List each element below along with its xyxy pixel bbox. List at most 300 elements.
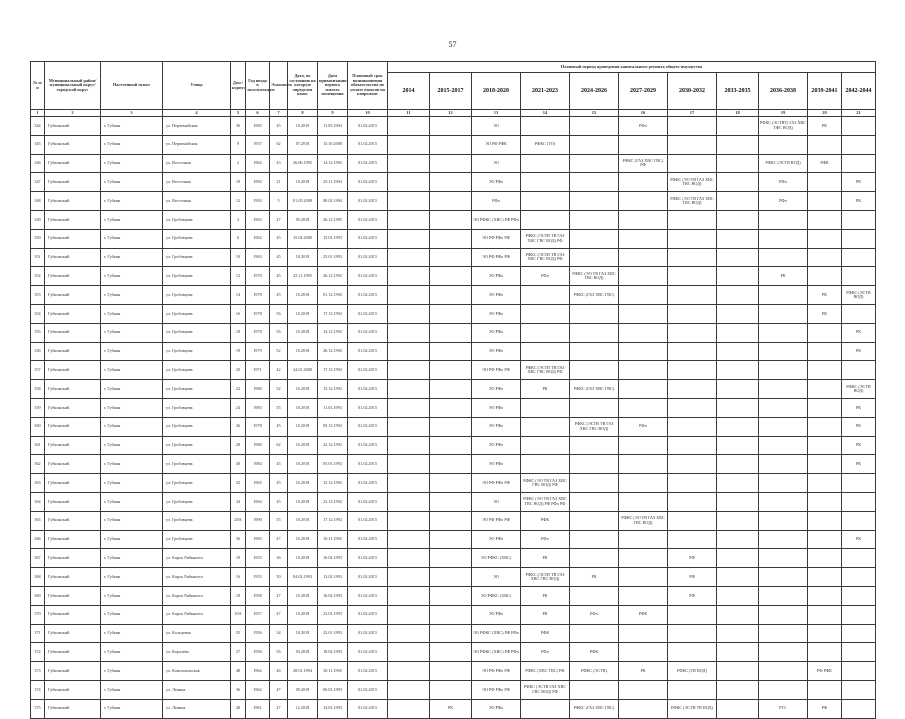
period-cell	[808, 248, 842, 267]
settlement-cell: г. Губкин	[101, 304, 163, 323]
period-cell	[430, 342, 472, 361]
period-cell	[570, 342, 619, 361]
street-cell: ул. Первомайская	[163, 117, 231, 136]
period-cell	[668, 304, 717, 323]
district-cell: Губкинский	[45, 154, 101, 173]
date-last-cell: 25.11.1995	[288, 267, 318, 286]
period-cell: РФКС (ЭСТВ ГАЗ ХВС ГВС ВОД) РФ	[521, 680, 570, 699]
table-row	[31, 380, 876, 399]
period-cell	[388, 398, 430, 417]
district-cell: Губкинский	[45, 455, 101, 474]
floors-cell: 21	[270, 173, 288, 192]
period-cell	[570, 229, 619, 248]
period-cell: ЭО РФ РФо РФ	[472, 474, 521, 493]
column-number: 7	[270, 110, 288, 117]
col-year-built-header: Год ввода в эксплуатацию	[246, 62, 270, 110]
house-cell: 36	[231, 530, 246, 549]
date-last-cell: 04.02.1993	[288, 568, 318, 587]
row-number: 364	[31, 492, 45, 511]
period-cell: РК	[842, 436, 876, 455]
period-cell	[759, 135, 808, 154]
period-cell: ЭО РФ РФК	[472, 135, 521, 154]
row-number: 366	[31, 530, 45, 549]
period-cell	[668, 436, 717, 455]
column-number: 18	[717, 110, 759, 117]
period-cell	[668, 605, 717, 624]
column-number: 14	[521, 110, 570, 117]
year-header: 2042-2044	[842, 73, 876, 110]
period-cell	[388, 568, 430, 587]
street-cell: ул. Ленина	[163, 680, 231, 699]
col-date-last-header: Дата, по состоянию на которую определен износ	[288, 62, 318, 110]
col-floors-header: Этажность	[270, 62, 288, 110]
period-cell	[570, 361, 619, 380]
plan-term-cell: 01.02.2015	[348, 135, 388, 154]
settlement-cell: г. Губкин	[101, 417, 163, 436]
period-cell	[388, 605, 430, 624]
table-row	[31, 323, 876, 342]
period-cell: ЭО	[472, 117, 521, 136]
year-built-cell: 1956	[246, 624, 270, 643]
period-cell	[759, 530, 808, 549]
settlement-cell: г. Губкин	[101, 380, 163, 399]
date-privat-cell: 16.02.1993	[318, 549, 348, 568]
period-cell: ЭО РФо	[472, 267, 521, 286]
floors-cell: 45	[270, 492, 288, 511]
period-cell	[759, 417, 808, 436]
date-privat-cell: 05.12.1992	[318, 417, 348, 436]
district-cell: Губкинский	[45, 643, 101, 662]
floors-cell: 45	[270, 286, 288, 305]
period-cell	[759, 398, 808, 417]
plan-term-cell: 01.02.2015	[348, 229, 388, 248]
year-header: 2030-2032	[668, 73, 717, 110]
street-cell: ул. Гробовцева	[163, 436, 231, 455]
period-cell	[717, 643, 759, 662]
period-cell	[570, 624, 619, 643]
date-last-cell: 24.01.2000	[288, 361, 318, 380]
period-cell	[430, 192, 472, 211]
period-cell	[388, 474, 430, 493]
table-row	[31, 624, 876, 643]
period-cell	[668, 229, 717, 248]
row-number: 354	[31, 304, 45, 323]
year-built-cell: 1965	[246, 474, 270, 493]
period-cell: РФКС (ГАЗ ХВС ГВС)	[570, 380, 619, 399]
row-number: 367	[31, 549, 45, 568]
period-cell: РК	[521, 380, 570, 399]
period-cell	[717, 135, 759, 154]
period-cell	[668, 380, 717, 399]
period-cell	[619, 380, 668, 399]
date-last-cell: 10.2018	[288, 436, 318, 455]
date-last-cell: 10.2018	[288, 474, 318, 493]
period-cell	[668, 267, 717, 286]
settlement-cell: г. Губкин	[101, 605, 163, 624]
period-cell	[668, 511, 717, 530]
period-cell	[808, 530, 842, 549]
date-last-cell: 10.2018	[288, 304, 318, 323]
year-built-cell: 1962	[246, 680, 270, 699]
period-cell	[668, 530, 717, 549]
column-number: 12	[430, 110, 472, 117]
year-header: 2027-2029	[619, 73, 668, 110]
street-cell: ул. Королёва	[163, 643, 231, 662]
period-cell	[717, 323, 759, 342]
plan-term-cell: 01.02.2015	[348, 680, 388, 699]
column-number: 21	[842, 110, 876, 117]
district-cell: Губкинский	[45, 210, 101, 229]
period-cell	[570, 173, 619, 192]
period-cell	[759, 474, 808, 493]
period-cell	[717, 455, 759, 474]
row-number: 361	[31, 436, 45, 455]
period-cell	[842, 699, 876, 718]
period-cell	[521, 154, 570, 173]
period-cell	[842, 229, 876, 248]
period-cell	[619, 286, 668, 305]
period-cell	[668, 474, 717, 493]
period-cell	[430, 267, 472, 286]
period-cell	[842, 568, 876, 587]
period-cell	[521, 417, 570, 436]
period-cell	[759, 492, 808, 511]
house-cell: 28А	[231, 511, 246, 530]
row-number: 371	[31, 624, 45, 643]
period-cell	[717, 210, 759, 229]
house-cell: 36	[231, 680, 246, 699]
period-cell: РФКС (ЭСТВ ВОД)	[842, 286, 876, 305]
date-privat-cell: 17.12.1992	[318, 304, 348, 323]
period-cell	[668, 624, 717, 643]
house-cell: 10	[231, 248, 246, 267]
period-cell	[570, 492, 619, 511]
period-cell	[808, 135, 842, 154]
period-cell	[388, 192, 430, 211]
table-row	[31, 417, 876, 436]
floors-cell: 56	[270, 323, 288, 342]
period-cell	[808, 267, 842, 286]
period-cell: ЭО	[472, 154, 521, 173]
date-last-cell: 15.04.2000	[288, 229, 318, 248]
period-cell	[430, 154, 472, 173]
settlement-cell: г. Губкин	[101, 154, 163, 173]
row-number: 359	[31, 398, 45, 417]
period-cell	[668, 210, 717, 229]
year-built-cell: 1953	[246, 549, 270, 568]
period-cell	[842, 492, 876, 511]
date-last-cell: 10.2018	[288, 511, 318, 530]
floors-cell: 43	[270, 154, 288, 173]
table-row	[31, 398, 876, 417]
period-cell: ЭО РФо	[472, 173, 521, 192]
capital-repair-schedule-table	[30, 61, 876, 719]
period-cell: РФКС (ЭО ТВ ГАЗ ХВС ГВС ВОД)	[668, 192, 717, 211]
settlement-cell: г. Губкин	[101, 135, 163, 154]
table-row	[31, 361, 876, 380]
period-cell	[808, 417, 842, 436]
period-cell	[388, 492, 430, 511]
period-cell	[842, 154, 876, 173]
table-row	[31, 643, 876, 662]
year-built-cell: 1992	[246, 192, 270, 211]
date-privat-cell: 26.12.1992	[318, 342, 348, 361]
period-cell: РФКС (ЭСТВ ТВ ГАЗ ХВС ГВС ВОД) РФ	[521, 248, 570, 267]
period-cell: ЭО РФо	[472, 699, 521, 718]
row-number: 363	[31, 474, 45, 493]
table-row	[31, 568, 876, 587]
floors-cell: 42	[270, 361, 288, 380]
year-built-cell: 1963	[246, 210, 270, 229]
house-cell: 12	[231, 192, 246, 211]
street-cell: ул. Гробовцева	[163, 474, 231, 493]
year-built-cell: 1978	[246, 323, 270, 342]
settlement-cell: г. Губкин	[101, 398, 163, 417]
period-cell	[759, 323, 808, 342]
date-last-cell: 10.2018	[288, 248, 318, 267]
period-cell: РФКС (ЭСТВ ТВ ГАЗ ХВС ГВС ВОД) РФ	[521, 229, 570, 248]
period-cell	[388, 436, 430, 455]
year-built-cell: 1980	[246, 436, 270, 455]
column-number: 11	[388, 110, 430, 117]
period-cell	[430, 135, 472, 154]
period-cell	[430, 624, 472, 643]
period-cell	[808, 398, 842, 417]
column-number: 17	[668, 110, 717, 117]
period-cell	[717, 586, 759, 605]
row-number: 353	[31, 286, 45, 305]
period-cell	[619, 586, 668, 605]
district-cell: Губкинский	[45, 605, 101, 624]
period-cell	[521, 323, 570, 342]
district-cell: Губкинский	[45, 549, 101, 568]
period-cell: РФ	[668, 549, 717, 568]
date-last-cell: 12.2018	[288, 699, 318, 718]
settlement-cell: г. Губкин	[101, 436, 163, 455]
period-cell	[619, 455, 668, 474]
table-row	[31, 286, 876, 305]
period-cell: ЭО РФо	[472, 380, 521, 399]
street-cell: ул. Кольцевая	[163, 624, 231, 643]
period-cell	[808, 323, 842, 342]
plan-term-cell: 01.02.2015	[348, 662, 388, 681]
settlement-cell: г. Губкин	[101, 549, 163, 568]
period-cell	[430, 549, 472, 568]
period-cell: ЭО РФКС (ХВС) РФ РФо	[472, 624, 521, 643]
row-number: 352	[31, 267, 45, 286]
row-number: 346	[31, 154, 45, 173]
period-cell	[842, 643, 876, 662]
period-cell	[759, 436, 808, 455]
floors-cell: 36	[270, 549, 288, 568]
year-built-cell: 1957	[246, 605, 270, 624]
period-cell	[430, 474, 472, 493]
year-built-cell: 1970	[246, 267, 270, 286]
house-cell: 34	[231, 492, 246, 511]
period-cell	[570, 210, 619, 229]
column-number: 8	[288, 110, 318, 117]
year-built-cell: 1971	[246, 361, 270, 380]
street-cell: ул. Комсомольская	[163, 662, 231, 681]
date-last-cell: 10.2018	[288, 530, 318, 549]
floors-cell: 62	[270, 436, 288, 455]
period-cell	[808, 192, 842, 211]
date-privat-cell: 08.02.1994	[318, 192, 348, 211]
period-cell	[521, 173, 570, 192]
period-cell	[388, 323, 430, 342]
plan-period-header: Плановый период проведения капитального ремонта общего имущества	[388, 62, 876, 73]
period-cell: РК	[808, 117, 842, 136]
district-cell: Губкинский	[45, 135, 101, 154]
period-cell	[619, 173, 668, 192]
house-cell: 2	[231, 154, 246, 173]
period-cell	[717, 624, 759, 643]
period-cell	[842, 135, 876, 154]
table-row	[31, 117, 876, 136]
year-built-cell: 1985	[246, 117, 270, 136]
period-cell	[759, 643, 808, 662]
period-cell	[570, 135, 619, 154]
period-cell	[808, 342, 842, 361]
period-cell	[717, 286, 759, 305]
period-cell	[570, 680, 619, 699]
date-privat-cell: 15.12.1992	[318, 380, 348, 399]
floors-cell: 47	[270, 586, 288, 605]
row-number: 344	[31, 117, 45, 136]
period-cell: ЭО РФ РФо РФ	[472, 229, 521, 248]
period-cell	[668, 680, 717, 699]
date-privat-cell: 25.01.1993	[318, 248, 348, 267]
period-cell	[808, 380, 842, 399]
date-last-cell: 10.2018	[288, 342, 318, 361]
period-cell	[759, 361, 808, 380]
street-cell: ул. Гробовцева	[163, 323, 231, 342]
period-cell	[430, 304, 472, 323]
settlement-cell: г. Губкин	[101, 210, 163, 229]
settlement-cell: г. Губкин	[101, 117, 163, 136]
period-cell	[388, 267, 430, 286]
period-cell	[619, 229, 668, 248]
date-last-cell: 10.2018	[288, 417, 318, 436]
date-privat-cell: 22.01.1993	[318, 624, 348, 643]
period-cell	[430, 229, 472, 248]
period-cell: РФо	[521, 267, 570, 286]
period-cell: РФК	[570, 643, 619, 662]
district-cell: Губкинский	[45, 286, 101, 305]
row-number: 349	[31, 210, 45, 229]
period-cell	[388, 117, 430, 136]
year-header: 2039-2041	[808, 73, 842, 110]
period-cell	[717, 192, 759, 211]
house-cell: 48	[231, 662, 246, 681]
plan-term-cell: 01.02.2015	[348, 398, 388, 417]
settlement-cell: г. Губкин	[101, 511, 163, 530]
date-last-cell: 09.2018	[288, 680, 318, 699]
period-cell	[430, 436, 472, 455]
period-cell: РФКС (ЭСТВ ТВ ГАЗ ХВС ГВС ВОД) РФ	[521, 361, 570, 380]
col-house-header: Дом / корпус	[231, 62, 246, 110]
year-header: 2036-2038	[759, 73, 808, 110]
period-cell	[842, 549, 876, 568]
house-cell: 10	[231, 173, 246, 192]
period-cell: РФКС (ХВС ГВС) РФ	[521, 662, 570, 681]
plan-term-cell: 01.02.2015	[348, 568, 388, 587]
period-cell	[842, 474, 876, 493]
period-cell	[717, 342, 759, 361]
period-cell: ЭО РФ РФо РФ	[472, 361, 521, 380]
period-cell	[521, 304, 570, 323]
period-cell	[430, 568, 472, 587]
period-cell: РФКС (ЭСТВТ) ГАЗ ХВС ТФС ВОД)	[759, 117, 808, 136]
street-cell: ул. Гробовцева	[163, 398, 231, 417]
floors-cell: 47	[270, 699, 288, 718]
col-num-header: № п/п	[31, 62, 45, 110]
period-cell	[619, 474, 668, 493]
period-cell	[570, 192, 619, 211]
date-privat-cell: 13.02.1993	[318, 568, 348, 587]
period-cell	[717, 417, 759, 436]
period-cell: РК	[842, 417, 876, 436]
period-cell	[717, 117, 759, 136]
period-cell: РФКС (ЭО ТВ ГАЗ ХВС ГВС ВОД) РФ РФо РФ	[521, 492, 570, 511]
house-cell: 3	[231, 210, 246, 229]
street-cell: ул. Гробовцева	[163, 210, 231, 229]
year-built-cell: 1961	[246, 699, 270, 718]
period-cell	[388, 135, 430, 154]
period-cell: РК	[808, 286, 842, 305]
column-number: 1	[31, 110, 45, 117]
district-cell: Губкинский	[45, 624, 101, 643]
plan-term-cell: 01.02.2015	[348, 474, 388, 493]
period-cell: ЭО РФо	[472, 530, 521, 549]
period-cell	[717, 436, 759, 455]
period-cell	[430, 210, 472, 229]
period-cell: РФКС (ЭСТВ ВОД)	[759, 154, 808, 173]
period-cell: ЭО	[472, 568, 521, 587]
period-cell: РК	[842, 323, 876, 342]
table-row	[31, 229, 876, 248]
period-cell: ЭО РФ РФо РФ	[472, 680, 521, 699]
period-cell	[717, 229, 759, 248]
period-cell: ЭО РФо	[472, 436, 521, 455]
house-cell: 18	[231, 586, 246, 605]
period-cell	[430, 643, 472, 662]
period-cell	[619, 568, 668, 587]
year-built-cell: 1990	[246, 511, 270, 530]
row-number: 345	[31, 135, 45, 154]
street-cell: ул. Ленина	[163, 699, 231, 718]
period-cell: РФКС (ЭО ТВ ГАЗ ХВС ГВС ВОД) РФ	[521, 474, 570, 493]
settlement-cell: г. Губкин	[101, 267, 163, 286]
period-cell	[430, 417, 472, 436]
period-cell	[430, 492, 472, 511]
settlement-cell: г. Губкин	[101, 323, 163, 342]
period-cell: РФКС (ЭО ТВ ГАЗ ХВС ГВС ВОД)	[619, 511, 668, 530]
period-cell: РФКС (ЭО ТВ ГАЗ ХВС ГВС ВОД)	[570, 267, 619, 286]
col-settlement-header: Населенный пункт	[101, 62, 163, 110]
period-cell	[388, 286, 430, 305]
period-cell	[619, 135, 668, 154]
street-cell: ул. Гробовцева	[163, 511, 231, 530]
period-cell	[808, 680, 842, 699]
year-built-cell: 1978	[246, 304, 270, 323]
period-cell	[759, 662, 808, 681]
period-cell: ЭО РФо	[472, 417, 521, 436]
col-plan-term-header: Плановый срок возникновения обязательства по уплате взносов на капремонт	[348, 62, 388, 110]
house-cell: 18	[231, 323, 246, 342]
period-cell: ЭО РФ РФо РФ	[472, 662, 521, 681]
column-number: 6	[246, 110, 270, 117]
